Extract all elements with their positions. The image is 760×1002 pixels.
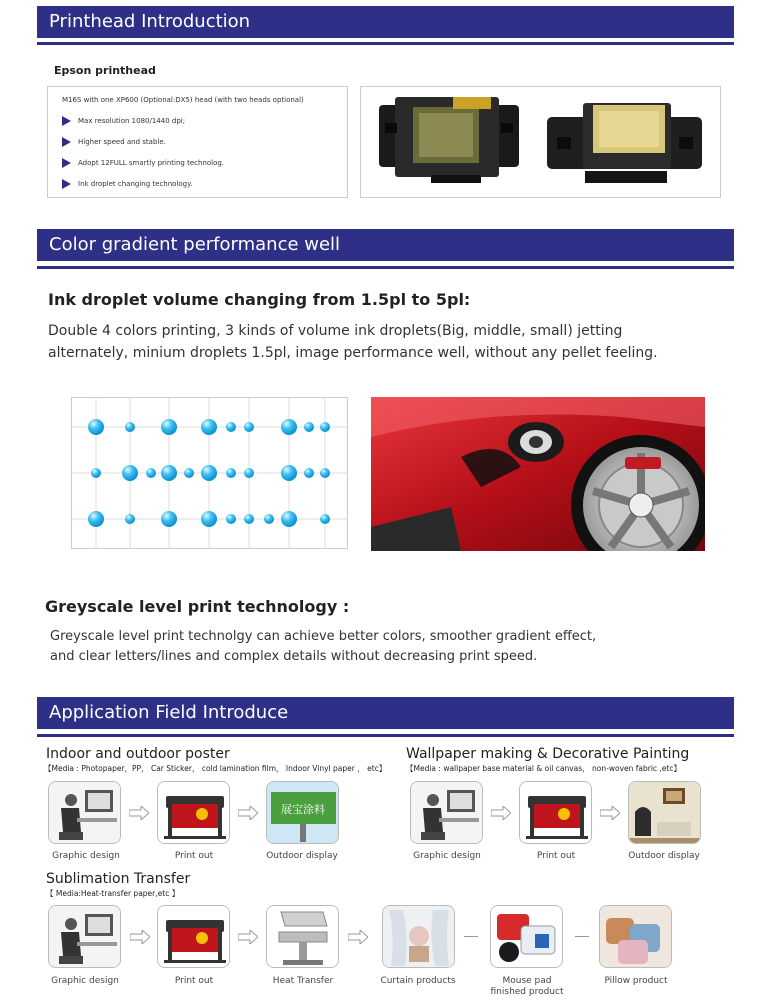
droplet-heading: Ink droplet volume changing from 1.5pl to 5pl: — [48, 290, 471, 309]
sublimation-title: Sublimation Transfer — [46, 871, 191, 887]
mouse-pad-icon — [491, 906, 563, 968]
poster-media: 【Media : Photopaper，PP， Car Sticker， cold lamination film， Indoor Vinyl paper ， etc】 — [44, 764, 387, 773]
caption: Pillow product — [604, 976, 668, 986]
banner-rule — [37, 42, 734, 45]
droplet-text-line-2: alternately, minium droplets 1.5pl, image performance well, without any pellet feeling. — [48, 345, 658, 361]
printer-icon — [520, 782, 592, 844]
outdoor-display-thumb — [628, 781, 701, 844]
epson-title: Epson printhead — [54, 64, 156, 77]
room-decor-icon — [629, 782, 701, 844]
caption: Heat Transfer — [272, 976, 334, 986]
arrow-right-icon — [491, 806, 511, 820]
caption: Print out — [536, 851, 576, 861]
separator — [575, 936, 589, 937]
arrow-right-icon — [238, 806, 258, 820]
bullet-icon — [62, 158, 71, 168]
printhead-photo-box — [360, 86, 721, 198]
droplet-grid-figure — [71, 397, 348, 549]
printer-icon — [158, 782, 230, 844]
caption: Print out — [174, 851, 214, 861]
epson-intro: M16S with one XP600 (Optional:DX5) head (with two heads optional) — [62, 96, 304, 104]
caption: Outdoor display — [266, 851, 338, 861]
printhead-image-2 — [547, 103, 702, 183]
heat-transfer-thumb — [266, 905, 339, 968]
pillow-thumb — [599, 905, 672, 968]
caption: Mouse pad — [502, 976, 552, 986]
banner-rule — [37, 734, 734, 737]
graphic-design-thumb — [48, 905, 121, 968]
pillow-icon — [600, 906, 672, 968]
print-out-thumb — [157, 781, 230, 844]
arrow-right-icon — [348, 930, 368, 944]
caption: Outdoor display — [628, 851, 700, 861]
print-out-thumb — [157, 905, 230, 968]
billboard-icon — [267, 782, 339, 844]
epson-spec-box — [47, 86, 348, 198]
section-banner-gradient: Color gradient performance well — [37, 229, 734, 261]
sublimation-media: 【 Media:Heat-transfer paper,etc 】 — [46, 889, 180, 898]
caption: finished product — [490, 987, 564, 997]
curtain-icon — [383, 906, 455, 968]
greyscale-text-line-2: and clear letters/lines and complex details without decreasing print speed. — [50, 649, 538, 664]
bullet-icon — [62, 137, 71, 147]
caption: Print out — [174, 976, 214, 986]
mouse-pad-thumb — [490, 905, 563, 968]
curtain-thumb — [382, 905, 455, 968]
section-banner-application: Application Field Introduce — [37, 697, 734, 729]
printhead-photos — [361, 87, 722, 199]
heat-press-icon — [267, 906, 339, 968]
greyscale-text-line-1: Greyscale level print technolgy can achieve better colors, smoother gradient effect, — [50, 629, 597, 644]
billboard-text: 展宝涂料 — [281, 803, 325, 816]
epson-bullet: Max resolution 1080/1440 dpi; — [78, 117, 186, 125]
caption: Graphic design — [413, 851, 481, 861]
droplet-text-line-1: Double 4 colors printing, 3 kinds of volume ink droplets(Big, middle, small) jetting — [48, 323, 623, 339]
graphic-design-thumb — [410, 781, 483, 844]
graphic-design-icon — [411, 782, 483, 844]
graphic-design-thumb — [48, 781, 121, 844]
printer-icon — [158, 906, 230, 968]
epson-bullet: Adopt 12FULL smartly printing technolog. — [78, 159, 225, 167]
banner-rule — [37, 266, 734, 269]
caption: Graphic design — [52, 851, 120, 861]
epson-bullet: Higher speed and stable. — [78, 138, 166, 146]
arrow-right-icon — [238, 930, 258, 944]
section-banner-printhead: Printhead Introduction — [37, 6, 734, 38]
arrow-right-icon — [600, 806, 620, 820]
caption: Graphic design — [51, 976, 119, 986]
outdoor-display-thumb — [266, 781, 339, 844]
graphic-design-icon — [49, 782, 121, 844]
poster-title: Indoor and outdoor poster — [46, 746, 230, 762]
bullet-icon — [62, 179, 71, 189]
greyscale-heading: Greyscale level print technology : — [45, 597, 350, 616]
printhead-image-1 — [379, 97, 519, 183]
arrow-right-icon — [129, 806, 149, 820]
print-out-thumb — [519, 781, 592, 844]
wallpaper-title: Wallpaper making & Decorative Painting — [406, 746, 690, 762]
red-car-photo — [371, 397, 705, 551]
bullet-icon — [62, 116, 71, 126]
arrow-right-icon — [130, 930, 150, 944]
epson-bullet: Ink droplet changing technology. — [78, 180, 193, 188]
caption: Curtain products — [380, 976, 456, 986]
graphic-design-icon — [49, 906, 121, 968]
wallpaper-media: 【Media : wallpaper base material & oil canvas， non-woven fabric ,etc】 — [406, 764, 681, 773]
separator — [464, 936, 478, 937]
